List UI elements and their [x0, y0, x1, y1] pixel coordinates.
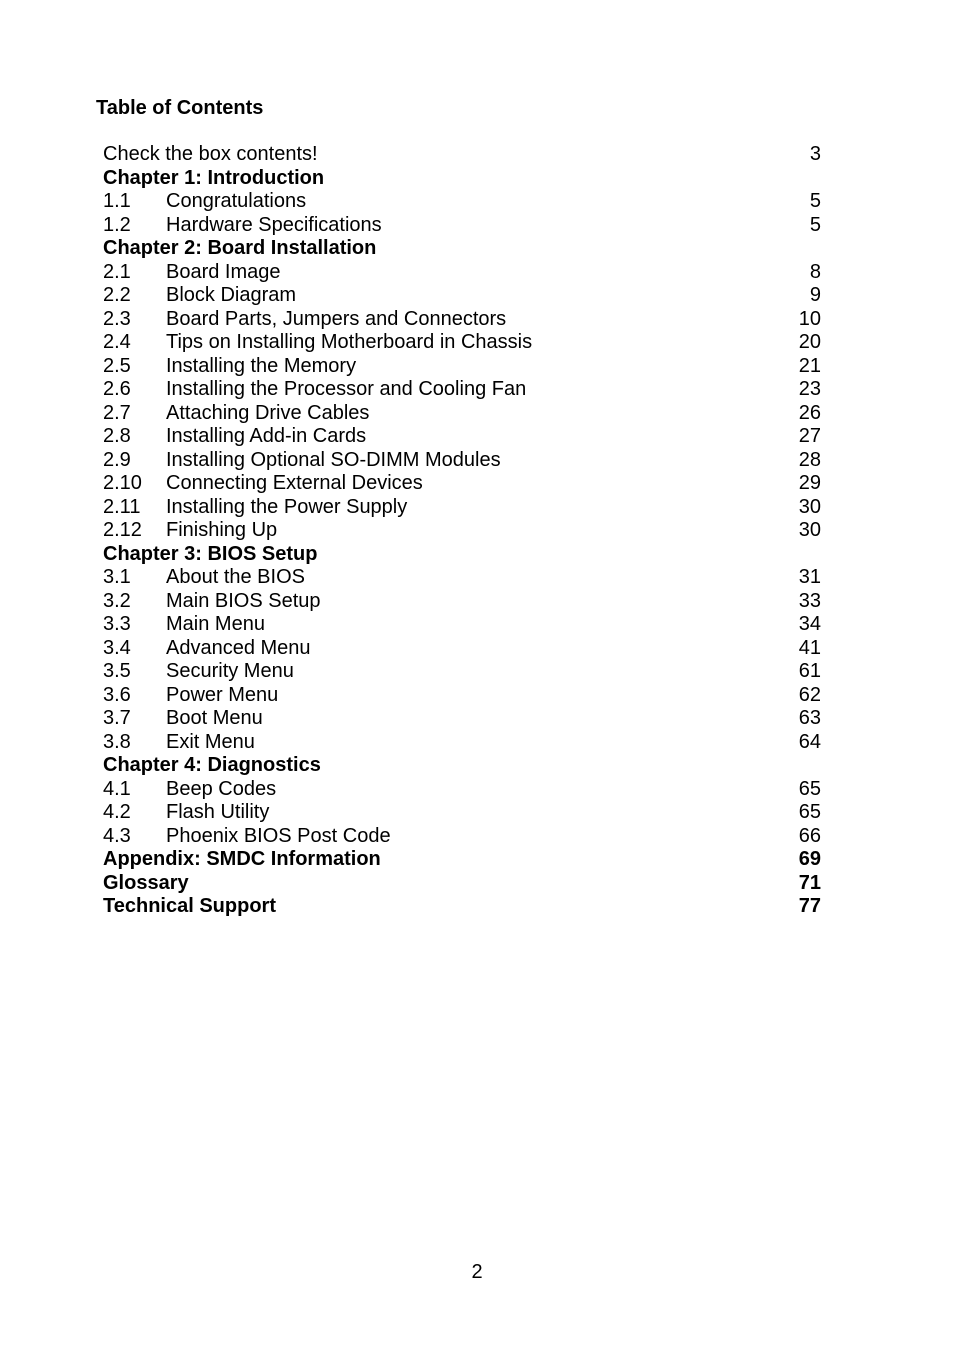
toc-page-number: 61 [798, 660, 821, 682]
toc-entry[interactable] [103, 378, 821, 402]
toc-section-title: Installing Add-in Cards [166, 425, 367, 447]
toc-entry[interactable] [103, 355, 821, 379]
toc-section-title: Board Image [166, 260, 281, 283]
table-of-contents [103, 143, 821, 919]
toc-chapter-heading[interactable] [103, 754, 821, 778]
toc-page-number: 29 [798, 472, 821, 494]
toc-section-title: Installing the Memory [166, 354, 357, 377]
toc-entry[interactable] [103, 731, 821, 755]
page-number: 2 [471, 1261, 483, 1283]
toc-section-number: 2.6 [103, 378, 131, 400]
toc-section-number: 4.1 [103, 777, 131, 800]
toc-entry[interactable] [103, 449, 821, 473]
toc-page-number: 65 [798, 801, 821, 823]
toc-section-number: 3.6 [103, 683, 131, 706]
toc-page-number: 77 [798, 895, 821, 917]
toc-entry[interactable] [103, 778, 821, 802]
toc-section-title: About the BIOS [166, 566, 305, 588]
toc-section-title: Advanced Menu [166, 636, 311, 659]
toc-page-number: 9 [809, 284, 821, 306]
toc-section-title: Main Menu [166, 613, 265, 635]
toc-section-title: Exit Menu [166, 730, 255, 753]
toc-section-number: 2.10 [103, 472, 142, 494]
toc-entry[interactable] [103, 425, 821, 449]
toc-section-title: Appendix: SMDC Information [103, 848, 381, 870]
toc-page-number: 30 [798, 495, 821, 518]
toc-entry[interactable] [103, 284, 821, 308]
toc-page-number: 66 [798, 824, 821, 847]
toc-entry[interactable] [103, 402, 821, 426]
toc-page-number: 5 [809, 190, 821, 212]
toc-section-title: Technical Support [103, 895, 276, 917]
toc-page-number: 34 [798, 613, 821, 635]
toc-section-title: Main BIOS Setup [166, 589, 321, 612]
toc-section-title: Chapter 4: Diagnostics [103, 754, 321, 776]
toc-entry[interactable] [103, 825, 821, 849]
toc-section-title: Block Diagram [166, 284, 297, 306]
toc-entry[interactable] [103, 660, 821, 684]
toc-section-number: 2.12 [103, 519, 142, 541]
toc-chapter-heading[interactable] [103, 237, 821, 261]
toc-page-number: 26 [798, 401, 821, 424]
toc-chapter-heading[interactable] [103, 167, 821, 191]
toc-entry[interactable] [103, 566, 821, 590]
toc-page-number: 33 [798, 589, 821, 612]
toc-section-number: 3.1 [103, 566, 131, 588]
toc-entry[interactable] [103, 637, 821, 661]
toc-entry[interactable] [103, 143, 821, 167]
toc-page-number: 69 [798, 848, 821, 870]
toc-section-title: Installing Optional SO-DIMM Modules [166, 448, 501, 471]
toc-entry[interactable] [103, 331, 821, 355]
toc-section-title: Installing the Power Supply [166, 495, 408, 518]
toc-page-number: 8 [809, 260, 821, 283]
toc-section-number: 3.4 [103, 636, 131, 659]
toc-section-number: 3.8 [103, 730, 131, 753]
toc-page-number: 63 [798, 707, 821, 729]
toc-entry[interactable] [103, 590, 821, 614]
toc-section-title: Check the box contents! [103, 143, 318, 165]
toc-page-number: 10 [798, 307, 821, 330]
toc-section-number: 4.2 [103, 801, 131, 823]
toc-section-number: 2.3 [103, 307, 131, 330]
toc-entry[interactable] [103, 472, 821, 496]
toc-page-number: 31 [798, 566, 821, 588]
toc-entry[interactable] [103, 261, 821, 285]
toc-section-number: 2.8 [103, 425, 131, 447]
toc-section-title: Boot Menu [166, 707, 263, 729]
toc-entry[interactable] [103, 496, 821, 520]
toc-page-number: 62 [798, 683, 821, 706]
page-title: Table of Contents [96, 97, 264, 119]
toc-chapter-heading[interactable] [103, 895, 821, 919]
toc-section-title: Flash Utility [166, 801, 270, 823]
toc-section-number: 2.7 [103, 401, 131, 424]
toc-entry[interactable] [103, 707, 821, 731]
toc-page-number: 21 [798, 354, 821, 377]
toc-page-number: 71 [798, 871, 821, 894]
toc-section-number: 4.3 [103, 824, 131, 847]
toc-section-title: Chapter 1: Introduction [103, 166, 325, 189]
toc-section-number: 3.3 [103, 613, 131, 635]
toc-section-title: Chapter 3: BIOS Setup [103, 542, 318, 565]
toc-section-title: Security Menu [166, 660, 294, 682]
toc-section-title: Phoenix BIOS Post Code [166, 824, 391, 847]
toc-section-title: Installing the Processor and Cooling Fan [166, 378, 527, 400]
toc-page-number: 64 [798, 730, 821, 753]
toc-section-title: Connecting External Devices [166, 472, 423, 494]
toc-section-title: Chapter 2: Board Installation [103, 237, 377, 259]
toc-section-number: 1.1 [103, 190, 131, 212]
toc-chapter-heading[interactable] [103, 872, 821, 896]
toc-section-title: Attaching Drive Cables [166, 401, 370, 424]
toc-chapter-heading[interactable] [103, 848, 821, 872]
toc-entry[interactable] [103, 801, 821, 825]
toc-section-title: Tips on Installing Motherboard in Chassis [166, 331, 533, 353]
toc-section-number: 1.2 [103, 213, 131, 236]
toc-page-number: 30 [798, 519, 821, 541]
toc-section-number: 3.7 [103, 707, 131, 729]
toc-page-number: 3 [809, 143, 821, 165]
toc-page-number: 5 [809, 213, 821, 236]
toc-section-title: Finishing Up [166, 519, 278, 541]
toc-entry[interactable] [103, 684, 821, 708]
toc-page-number: 27 [798, 425, 821, 447]
toc-entry[interactable] [103, 613, 821, 637]
toc-section-number: 2.4 [103, 331, 131, 353]
toc-entry[interactable] [103, 214, 821, 238]
toc-section-title: Board Parts, Jumpers and Connectors [166, 307, 507, 330]
toc-page-number: 41 [798, 636, 821, 659]
toc-section-title: Beep Codes [166, 777, 277, 800]
toc-section-title: Congratulations [166, 190, 307, 212]
toc-section-number: 2.5 [103, 354, 131, 377]
toc-entry[interactable] [103, 190, 821, 214]
toc-chapter-heading[interactable] [103, 543, 821, 567]
toc-page-number: 20 [798, 331, 821, 353]
toc-section-number: 2.9 [103, 448, 131, 471]
toc-section-number: 3.2 [103, 589, 131, 612]
toc-section-number: 2.1 [103, 260, 131, 283]
toc-section-title: Hardware Specifications [166, 213, 382, 236]
toc-section-title: Glossary [103, 871, 189, 894]
toc-section-number: 2.11 [103, 495, 141, 518]
toc-entry[interactable] [103, 519, 821, 543]
toc-entry[interactable] [103, 308, 821, 332]
toc-section-number: 2.2 [103, 284, 131, 306]
toc-section-number: 3.5 [103, 660, 131, 682]
toc-page-number: 23 [798, 378, 821, 400]
toc-page-number: 65 [798, 777, 821, 800]
toc-section-title: Power Menu [166, 683, 279, 706]
toc-page-number: 28 [798, 448, 821, 471]
